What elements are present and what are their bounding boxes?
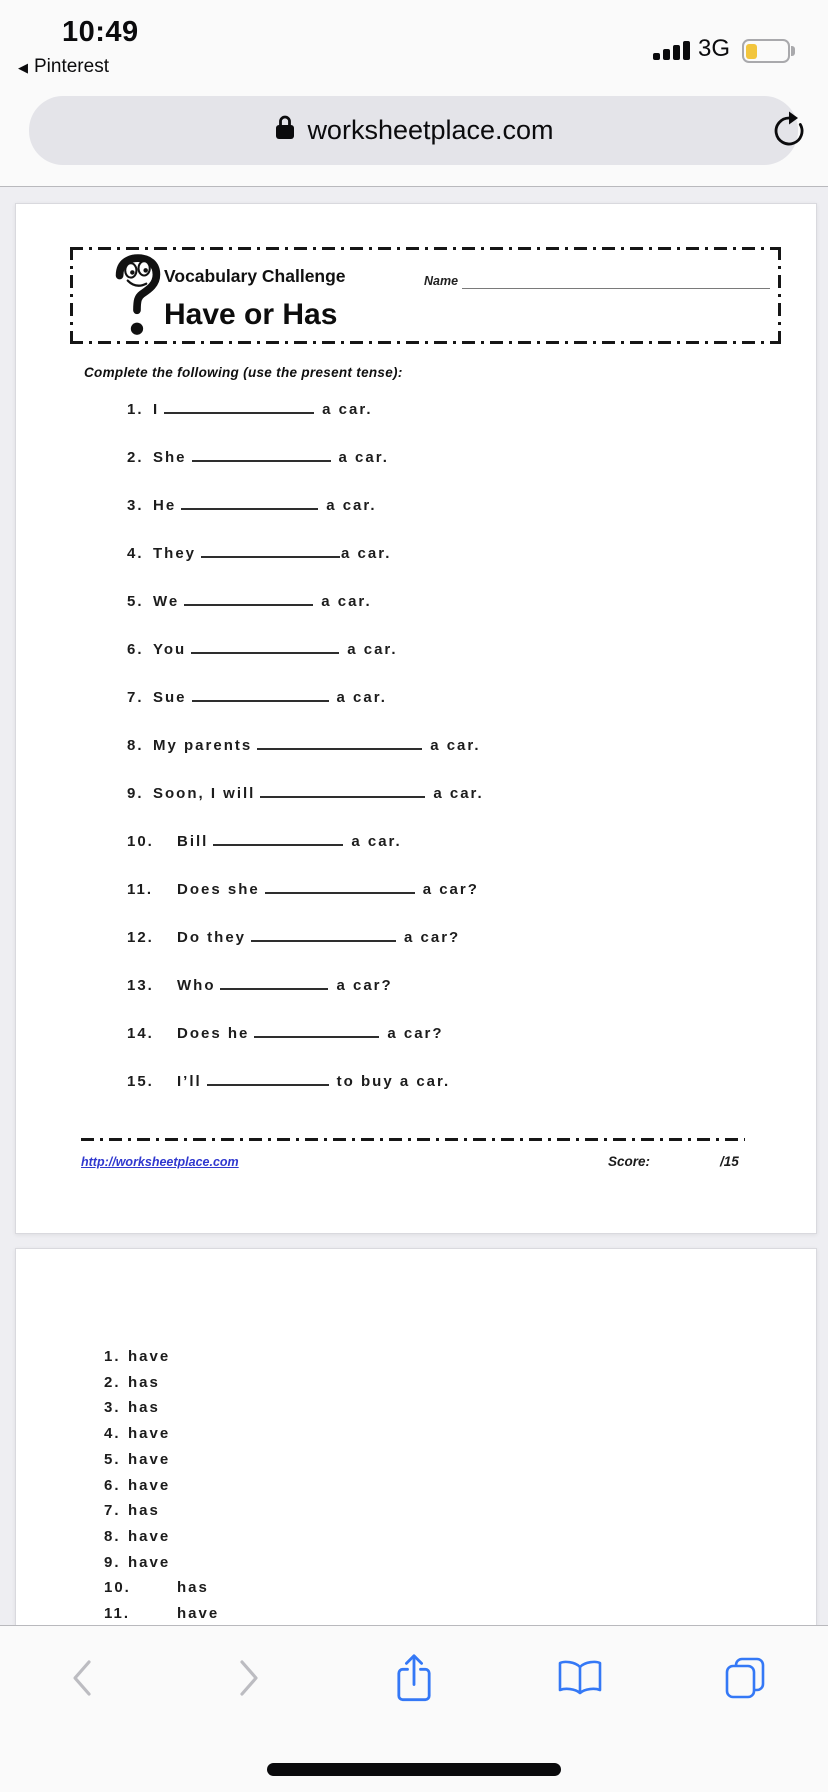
answer-blank-line — [164, 397, 314, 414]
question-number: 6. — [127, 641, 144, 658]
answer-row — [104, 1422, 170, 1446]
score-total: /15 — [720, 1154, 739, 1169]
battery-icon — [742, 39, 790, 63]
share-icon — [392, 1652, 436, 1709]
answer-blank-line — [192, 685, 329, 702]
question-row — [127, 973, 393, 997]
answer-number: 8. — [104, 1527, 121, 1545]
status-time: 10:49 — [62, 16, 139, 48]
answer-blank-line — [254, 1021, 379, 1038]
answer-blank-line — [181, 493, 318, 510]
question-pre-text: Does he — [177, 1025, 250, 1042]
back-to-app-label: Pinterest — [34, 56, 109, 77]
battery-cap — [791, 46, 795, 56]
answer-blank-line — [220, 973, 328, 990]
question-post-text: a car. — [321, 593, 372, 610]
question-post-text: a car. — [326, 497, 377, 514]
question-row — [127, 541, 391, 565]
question-number: 4. — [127, 545, 144, 562]
question-post-text: a car. — [430, 737, 481, 754]
worksheet-page-2-answers — [15, 1248, 817, 1625]
home-indicator[interactable] — [267, 1763, 561, 1776]
forward-chevron-icon — [233, 1656, 263, 1705]
question-post-text: a car. — [341, 545, 392, 562]
answer-number: 9. — [104, 1553, 121, 1571]
answer-number: 10. — [104, 1579, 131, 1597]
question-row — [127, 781, 484, 805]
forward-button[interactable] — [203, 1652, 293, 1708]
question-row — [127, 637, 398, 661]
answer-row — [104, 1345, 170, 1369]
header-box-border-bottom — [70, 341, 781, 344]
open-book-icon — [556, 1656, 604, 1705]
answer-blank-line — [260, 781, 425, 798]
question-number: 7. — [127, 689, 144, 706]
question-pre-text: Sue — [153, 689, 187, 706]
question-number: 10. — [127, 833, 154, 850]
answer-number: 4. — [104, 1425, 121, 1443]
question-post-text: a car? — [422, 881, 479, 898]
question-post-text: a car. — [351, 833, 402, 850]
question-number: 14. — [127, 1025, 154, 1042]
question-pre-text: He — [153, 497, 177, 514]
answer-number: 1. — [104, 1348, 121, 1365]
answer-text: has — [177, 1579, 209, 1597]
question-post-text: a car. — [338, 449, 389, 466]
answer-blank-line — [251, 925, 396, 942]
question-number: 15. — [127, 1073, 154, 1090]
answer-row — [104, 1551, 170, 1575]
answer-number: 11. — [104, 1605, 131, 1622]
question-pre-text: We — [153, 593, 180, 610]
question-number: 12. — [127, 929, 154, 946]
question-post-text: a car? — [336, 977, 393, 994]
question-row — [127, 1021, 444, 1045]
answer-number: 6. — [104, 1476, 121, 1494]
answer-row — [104, 1525, 170, 1549]
question-number: 1. — [127, 401, 144, 418]
answer-blank-line — [213, 829, 343, 846]
question-row — [127, 685, 387, 709]
answer-text: have — [128, 1425, 171, 1443]
question-pre-text: I — [153, 401, 160, 418]
question-post-text: a car. — [347, 641, 398, 658]
worksheet-instruction: Complete the following (use the present tense): — [84, 365, 403, 380]
question-pre-text: My parents — [153, 737, 253, 754]
question-post-text: a car. — [433, 785, 484, 802]
question-pre-text: They — [153, 545, 197, 562]
cellular-signal-icon — [653, 40, 690, 60]
question-pre-text: You — [153, 641, 187, 658]
answer-blank-line — [192, 445, 331, 462]
web-content-area — [0, 187, 828, 1625]
name-blank-line — [462, 288, 770, 289]
answer-row — [104, 1448, 170, 1472]
question-row — [127, 733, 481, 757]
share-button[interactable] — [369, 1652, 459, 1708]
question-number: 13. — [127, 977, 154, 994]
question-post-text: to buy a car. — [336, 1073, 451, 1090]
header-box-border-right — [778, 247, 781, 344]
answer-row — [104, 1576, 209, 1600]
question-row — [127, 925, 460, 949]
question-row — [127, 397, 373, 421]
question-pre-text: Does she — [177, 881, 260, 898]
question-row — [127, 1069, 450, 1093]
answer-number: 5. — [104, 1450, 121, 1468]
question-number: 11. — [127, 881, 154, 898]
score-label: Score: — [608, 1154, 651, 1169]
question-pre-text: Who — [177, 977, 216, 994]
address-bar[interactable] — [29, 96, 798, 165]
answer-text: have — [128, 1450, 171, 1468]
back-to-app-button[interactable] — [18, 56, 109, 78]
safari-bottom-toolbar — [0, 1625, 828, 1792]
question-row — [127, 445, 389, 469]
bookmarks-button[interactable] — [535, 1652, 625, 1708]
network-type-label: 3G — [698, 35, 731, 62]
question-post-text: a car? — [404, 929, 461, 946]
question-number: 9. — [127, 785, 144, 802]
answer-text: have — [128, 1348, 171, 1365]
answer-row — [104, 1474, 170, 1498]
reload-button[interactable] — [768, 108, 810, 150]
question-row — [127, 829, 402, 853]
question-number: 3. — [127, 497, 144, 514]
answer-row — [104, 1371, 160, 1395]
question-mark-smiley-icon — [106, 253, 170, 346]
answer-number: 2. — [104, 1373, 121, 1391]
question-pre-text: Bill — [177, 833, 209, 850]
lock-icon — [273, 113, 297, 148]
worksheet-title: Have or Has — [164, 298, 338, 331]
question-number: 2. — [127, 449, 144, 466]
address-bar-url: worksheetplace.com — [307, 115, 554, 145]
name-field-label: Name — [424, 274, 459, 288]
header-box-border-top — [70, 247, 781, 250]
answer-number: 3. — [104, 1399, 121, 1417]
question-number: 8. — [127, 737, 144, 754]
safari-top-chrome — [0, 0, 828, 187]
back-to-app-triangle-icon: ◀ — [18, 59, 28, 75]
tabs-button[interactable] — [700, 1652, 790, 1708]
answer-blank-line — [207, 1069, 329, 1086]
question-post-text: a car? — [387, 1025, 444, 1042]
answer-row — [104, 1499, 160, 1523]
question-pre-text: Soon, I will — [153, 785, 256, 802]
answer-blank-line — [184, 589, 313, 606]
header-box-border-left — [70, 247, 73, 344]
answer-blank-line — [257, 733, 422, 750]
worksheetplace-link[interactable]: http://worksheetplace.com — [81, 1155, 239, 1169]
question-pre-text: I’ll — [177, 1073, 202, 1090]
answer-text: have — [177, 1605, 220, 1622]
answer-text: have — [128, 1476, 171, 1494]
answer-row — [104, 1396, 160, 1420]
answer-blank-line — [191, 637, 339, 654]
question-post-text: a car. — [322, 401, 373, 418]
footer-separator — [81, 1138, 745, 1141]
answer-text: has — [128, 1399, 160, 1417]
question-post-text: a car. — [336, 689, 387, 706]
answer-row — [104, 1602, 219, 1625]
answer-text: has — [128, 1373, 160, 1391]
question-row — [127, 493, 377, 517]
back-chevron-icon — [68, 1656, 98, 1705]
question-row — [127, 877, 479, 901]
answer-blank-line — [265, 877, 415, 894]
question-pre-text: She — [153, 449, 187, 466]
question-number: 5. — [127, 593, 144, 610]
question-pre-text: Do they — [177, 929, 247, 946]
question-row — [127, 589, 372, 613]
answer-text: has — [128, 1502, 160, 1520]
back-button[interactable] — [38, 1652, 128, 1708]
answer-blank-line — [201, 541, 340, 558]
answer-text: have — [128, 1553, 171, 1571]
worksheet-brand: Vocabulary Challenge — [164, 266, 346, 286]
battery-fill — [746, 44, 757, 59]
answer-text: have — [128, 1527, 171, 1545]
worksheet-page-1 — [15, 203, 817, 1234]
tabs-overlapping-squares-icon — [722, 1655, 768, 1706]
answer-number: 7. — [104, 1502, 121, 1520]
